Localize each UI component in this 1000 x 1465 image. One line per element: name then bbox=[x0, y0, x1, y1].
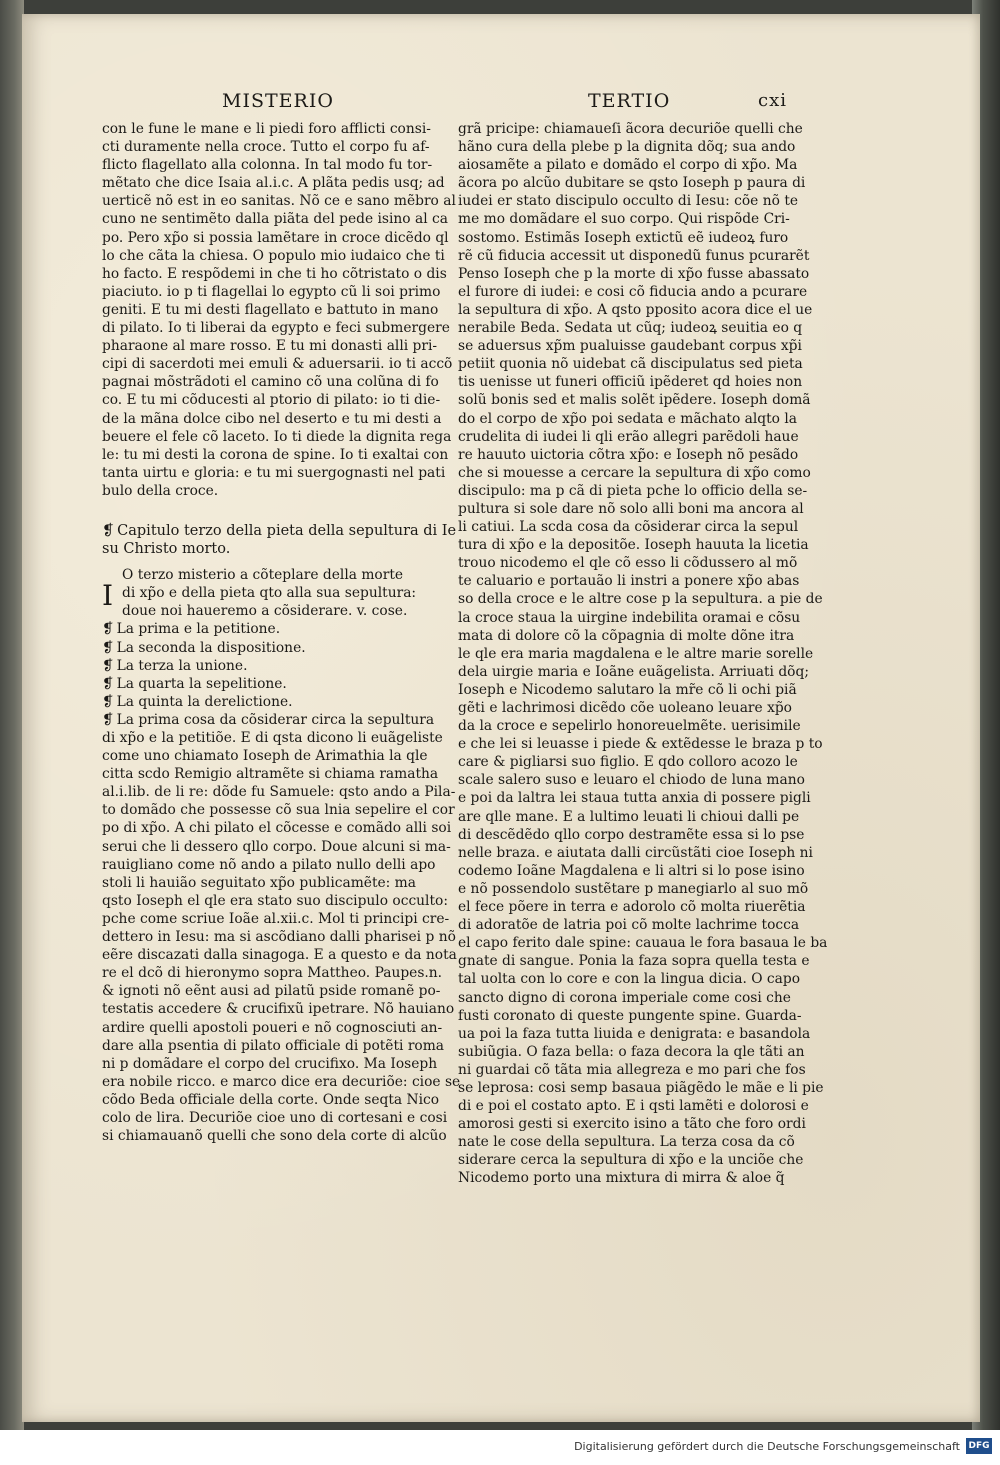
text-line bbox=[458, 319, 804, 337]
text-line: su Christo morto. bbox=[102, 541, 231, 558]
text-line bbox=[458, 699, 804, 717]
text-line: codemo Ioãne Magdalena e li altri si lo pose isino bbox=[458, 862, 805, 879]
text-line: dare alla psentia di pilato officiale di potẽti roma bbox=[102, 1037, 445, 1054]
text-line bbox=[102, 138, 454, 156]
text-line bbox=[102, 1109, 454, 1127]
text-line bbox=[458, 301, 813, 319]
text-line bbox=[458, 337, 804, 355]
text-line: are qlle mane. E a lultimo leuati li chioui dalli pe bbox=[458, 808, 800, 825]
book-cover-left bbox=[0, 0, 24, 1430]
text-line: La seconda la dispositione. bbox=[116, 639, 306, 656]
text-line bbox=[458, 138, 804, 156]
text-line: sancto digno di corona imperiale come cosi che bbox=[458, 989, 791, 1006]
text-line bbox=[458, 500, 804, 518]
running-head-left: MISTERIO bbox=[222, 90, 334, 112]
text-line: stoli li hauião seguitato xp̃o publicamẽte: ma bbox=[102, 874, 416, 891]
text-line bbox=[458, 156, 804, 174]
text-line bbox=[102, 1037, 454, 1055]
text-line: Nicodemo porto una mixtura di mirra & aloe q̃ bbox=[458, 1170, 785, 1187]
text-line bbox=[102, 355, 454, 373]
text-line bbox=[102, 210, 454, 228]
text-line bbox=[458, 554, 804, 572]
text-line: trouo nicodemo el qle cõ esso li cõdussero al mõ bbox=[458, 555, 798, 572]
text-line: tal uolta con lo core e con la lingua dicia. O capo bbox=[458, 971, 801, 988]
text-line: era nobile ricco. e marco dice era decuriõe: cioe se bbox=[102, 1073, 461, 1090]
text-line: nate le cose della sepultura. La terza cosa da cõ bbox=[458, 1134, 795, 1151]
text-line bbox=[102, 1127, 454, 1145]
paragraph-mark-icon: ❡ bbox=[102, 639, 114, 656]
text-line: al.i.lib. de li re: dõde fu Samuele: qsto ando a Pila- bbox=[102, 784, 456, 801]
intro-line bbox=[122, 602, 454, 620]
text-line: di xp̃o e della pieta qto alla sua sepultura: bbox=[122, 585, 417, 602]
text-line bbox=[102, 928, 454, 946]
text-line: gẽti e lachrimosi dicẽdo cõe uoleano leuare xp̃o bbox=[458, 700, 792, 716]
text-line bbox=[102, 319, 454, 337]
text-line bbox=[458, 1169, 804, 1187]
text-line bbox=[102, 1019, 454, 1037]
text-line bbox=[102, 964, 454, 982]
text-line: mata di dolore cõ la cõpagnia di molte dõne itra bbox=[458, 627, 795, 644]
text-line bbox=[458, 952, 810, 970]
text-line: care & pigliarsi suo figlio. E qdo colloro acozo le bbox=[458, 754, 798, 771]
text-line: sostomo. Estimãs Ioseph extictũ eẽ iudeoꝝ furo bbox=[458, 229, 789, 246]
intro-line bbox=[122, 566, 454, 584]
text-line bbox=[458, 789, 811, 807]
text-line: subiũgia. O faza bella: o faza decora la qle tãti an bbox=[458, 1043, 805, 1060]
text-line bbox=[458, 717, 804, 735]
text-line: dela uirgie maria e Ioãne euãgelista. Arriuati dõq; bbox=[458, 663, 809, 680]
text-line bbox=[102, 783, 454, 801]
text-line: di descẽdẽdo qllo corpo destramẽte essa si lo pse bbox=[458, 826, 805, 843]
text-line: Ioseph e Nicodemo salutaro la mr̃e cõ li ochi piã bbox=[458, 681, 797, 698]
text-line: scale salero suso e leuaro el chiodo de luna mano bbox=[458, 772, 805, 789]
text-line bbox=[458, 192, 804, 210]
text-line bbox=[458, 391, 811, 409]
text-line bbox=[458, 590, 823, 608]
text-line: ho facto. E respõdemi in che ti ho cõtristato o dis bbox=[102, 265, 447, 282]
list-item bbox=[102, 639, 454, 657]
text-line: Capitulo terzo della pieta della sepultura di Ie bbox=[117, 522, 457, 539]
text-line: re el dcõ di hieronymo sopra Mattheo. Paupes.n. bbox=[102, 965, 443, 982]
text-line: do el corpo de xp̃o poi sedata e mãchato alqto la bbox=[458, 410, 798, 427]
text-line: pharaone al mare rosso. E tu mi donasti alli pri- bbox=[102, 338, 438, 355]
text-line bbox=[458, 771, 804, 789]
text-line: e nõ possendolo sustẽtare p manegiarlo al suo mõ bbox=[458, 880, 809, 897]
text-line bbox=[458, 446, 804, 464]
text-line: che si mouesse a cercare la sepultura di xp̃o como bbox=[458, 464, 811, 481]
text-line: La quarta la sepelitione. bbox=[116, 675, 287, 692]
text-line bbox=[458, 970, 804, 988]
text-line bbox=[102, 982, 454, 1000]
text-line: con le fune le mane e li piedi foro afflicti consi- bbox=[102, 121, 431, 137]
text-line: pche come scriue Ioãe al.xii.c. Mol ti principi cre- bbox=[102, 910, 450, 927]
chapter-heading bbox=[102, 522, 457, 558]
text-line: O terzo misterio a cõteplare della morte bbox=[122, 567, 404, 584]
text-line: qsto Ioseph el qle era stato suo discipulo occulto: bbox=[102, 892, 448, 909]
paragraph-mark-icon: ❡ bbox=[102, 522, 115, 539]
text-line: le qle era maria magdalena e le altre marie sorelle bbox=[458, 645, 814, 662]
text-line: di e poi el costato apto. E i qsti lamẽti e dolorosi e bbox=[458, 1098, 809, 1115]
text-line: te caluario e portauão li instri a ponere xp̃o abas bbox=[458, 573, 800, 590]
text-line bbox=[458, 174, 804, 192]
text-line bbox=[102, 391, 454, 409]
left-body-text bbox=[102, 711, 461, 1145]
text-line: amorosi gesti si exercito isino a tãto che foro ordi bbox=[458, 1116, 806, 1133]
text-line: la sepultura di xp̃o. A qsto pposito acora dice el ue bbox=[458, 301, 813, 318]
text-line bbox=[102, 428, 454, 446]
text-line: doue noi haueremo a cõsiderare. v. cose. bbox=[122, 603, 408, 620]
list-item bbox=[102, 675, 454, 693]
text-line: grã pricipe: chiamaueſi ãcora decuriõe quelli che bbox=[458, 121, 803, 137]
text-line bbox=[102, 265, 454, 283]
text-line bbox=[102, 1091, 454, 1109]
text-line: ua poi la faza tutta liuida e denigrata: e basandola bbox=[458, 1025, 811, 1042]
text-line: de la mãna dolce cibo nel deserto e tu mi desti a bbox=[102, 410, 442, 427]
text-line: come uno chiamato Ioseph de Arimathia la qle bbox=[102, 748, 428, 765]
text-line: ãcora po alcũo dubitare se qsto Ioseph p paura di bbox=[458, 175, 806, 192]
text-line: testatis accedere & crucifixũ ipetrare. Nõ hauiano bbox=[102, 1001, 455, 1018]
text-line: tanta uirtu e gloria: e tu mi suergognasti nel pati bbox=[102, 464, 446, 481]
text-line: ni p domãdare el corpo del crucifixo. Ma Ioseph bbox=[102, 1055, 438, 1072]
text-line: cõdo Beda officiale della corte. Onde seqta Nico bbox=[102, 1091, 440, 1108]
paragraph-mark-icon: ❡ bbox=[102, 657, 114, 674]
text-line bbox=[458, 934, 828, 952]
text-line: el furore di iudei: e cosi cõ fiducia ando a pcurare bbox=[458, 283, 808, 300]
heading-line bbox=[102, 540, 454, 558]
text-line bbox=[458, 1043, 804, 1061]
text-line bbox=[102, 801, 454, 819]
text-line: rauigliano come nõ ando a pilato nullo delli apo bbox=[102, 856, 436, 873]
text-line bbox=[458, 826, 804, 844]
text-line: citta scdo Remigio altramẽte si chiama ramatha bbox=[102, 766, 439, 783]
dfg-logo: DFG bbox=[966, 1438, 992, 1454]
text-line: li catiui. La scda cosa da cõsiderar circa la sepul bbox=[458, 519, 799, 536]
left-text-block bbox=[102, 120, 454, 500]
text-line bbox=[458, 247, 810, 265]
text-line bbox=[102, 1073, 461, 1091]
funding-notice: Digitalisierung gefördert durch die Deutsche Forschungsgemeinschaft bbox=[574, 1440, 960, 1453]
paragraph-mark-icon: ❡ bbox=[102, 621, 114, 638]
text-line bbox=[458, 681, 804, 699]
text-line bbox=[102, 838, 454, 856]
text-line: di adoratõe de latria poi cõ molte lachrime tocca bbox=[458, 917, 800, 934]
text-line bbox=[102, 464, 454, 482]
text-line bbox=[458, 609, 804, 627]
text-line: mẽtato che dice Isaia al.i.c. A plãta pedis usq; ad bbox=[102, 175, 445, 192]
text-line: cuno ne sentimẽto dalla piãta del pede isino al ca bbox=[102, 211, 448, 228]
text-line: serui che li dessero qllo corpo. Doue alcuni si ma- bbox=[102, 838, 451, 855]
text-line bbox=[102, 482, 454, 500]
text-line bbox=[102, 1000, 454, 1018]
text-line bbox=[458, 518, 804, 536]
text-line: dettero in Iesu: ma si ascõdiano dalli pharisei p nõ bbox=[102, 929, 456, 946]
right-text-block bbox=[458, 120, 828, 1188]
text-line: crudelita di iudei li qli erão allegri parẽdoli haue bbox=[458, 428, 799, 445]
text-line: La quinta la derelictione. bbox=[116, 693, 293, 710]
paragraph-mark-icon: ❡ bbox=[102, 675, 114, 692]
text-line bbox=[102, 283, 454, 301]
text-line: pultura si sole dare nõ solo alli boni ma ancora al bbox=[458, 500, 804, 517]
text-line bbox=[458, 283, 808, 301]
text-line bbox=[102, 229, 454, 247]
list-item bbox=[102, 693, 454, 711]
text-line bbox=[458, 1133, 804, 1151]
text-line bbox=[102, 765, 454, 783]
text-line: se aduersus xp̃m pualuisse gaudebant corpus xp̃i bbox=[458, 338, 802, 355]
text-line: el capo ferito dale spine: cauaua le fora basaua le ba bbox=[458, 935, 828, 952]
text-line: to domãdo che possesse cõ sua lnia sepelire el cor bbox=[102, 802, 455, 819]
text-line bbox=[458, 373, 804, 391]
text-line bbox=[458, 862, 804, 880]
paragraph-mark-icon: ❡ bbox=[102, 711, 114, 728]
text-line: re hauuto uictoria cõtra xp̃o: e Ioseph nõ pesãdo bbox=[458, 446, 799, 463]
intro-line bbox=[122, 584, 454, 602]
text-line: po di xp̃o. A chi pilato el cõcesse e comãdo alli soi bbox=[102, 820, 452, 837]
text-line bbox=[458, 482, 808, 500]
text-line bbox=[102, 156, 454, 174]
folio-number: cxi bbox=[758, 90, 787, 111]
text-line bbox=[102, 819, 454, 837]
text-line bbox=[102, 910, 454, 928]
text-line: se leprosa: cosi semp basaua piãgẽdo le mãe e li pie bbox=[458, 1079, 824, 1096]
text-line: uerticẽ nõ est in eo sanitas. Nõ ce e sano mẽbro al bbox=[102, 193, 456, 210]
text-line bbox=[458, 1061, 804, 1079]
text-line: ni guardai cõ tãta mia allegreza e mo pari che fos bbox=[458, 1061, 806, 1078]
text-line bbox=[458, 1079, 824, 1097]
text-line: rẽ cũ fiducia accessit ut disponedũ funus pcurarẽt bbox=[458, 247, 810, 264]
text-line: siderare cerca la sepultura di xp̃o e la unciõe che bbox=[458, 1152, 804, 1169]
text-line: iudei er stato discipulo occulto di Iesu: cõe nõ te bbox=[458, 193, 799, 210]
text-line: me mo domãdare el suo corpo. Qui rispõde Cri- bbox=[458, 211, 790, 228]
text-line bbox=[458, 1007, 804, 1025]
text-line: gnate di sangue. Ponia la faza sopra quella testa e bbox=[458, 953, 810, 970]
text-line bbox=[458, 880, 809, 898]
text-line bbox=[102, 120, 454, 138]
text-line: tis uenisse ut funeri officiũ ipẽderet qd hoies non bbox=[458, 374, 803, 391]
text-line bbox=[458, 844, 813, 862]
list-of-five bbox=[102, 620, 454, 710]
text-line bbox=[102, 1055, 454, 1073]
text-line: & ignoti nõ eẽnt ausi ad pilatũ pside romanẽ po- bbox=[102, 983, 441, 1000]
text-line: ardire quelli apostoli poueri e nõ cognosciuti an- bbox=[102, 1019, 443, 1036]
text-line bbox=[458, 753, 804, 771]
text-line bbox=[102, 711, 454, 729]
text-line bbox=[102, 946, 457, 964]
text-line bbox=[458, 428, 804, 446]
intro-block bbox=[102, 566, 454, 620]
text-line: di xp̃o e la petitiõe. E di qsta dicono li euãgeliste bbox=[102, 730, 443, 746]
text-line bbox=[458, 572, 804, 590]
right-column bbox=[458, 120, 828, 1188]
text-line: la croce staua la uirgine indebilita oramai e cõsu bbox=[458, 609, 801, 626]
text-line bbox=[102, 446, 454, 464]
text-line: petiit quonia nõ uidebat cã discipulatus sed pieta bbox=[458, 356, 803, 373]
text-line: beuere el fele cõ laceto. Io ti diede la dignita rega bbox=[102, 428, 452, 445]
text-line bbox=[102, 174, 454, 192]
heading-line bbox=[102, 522, 457, 540]
text-line: La prima e la petitione. bbox=[116, 621, 281, 638]
text-line: pagnai mõstrãdoti el camino cõ una colũna di fo bbox=[102, 374, 439, 391]
text-line: e che lei si leuasse i piede & extẽdesse le braza p to bbox=[458, 736, 823, 753]
text-line: le: tu mi desti la corona de spine. Io ti exaltai con bbox=[102, 446, 449, 463]
text-line bbox=[102, 192, 454, 210]
text-line: bulo della croce. bbox=[102, 482, 219, 499]
left-column bbox=[102, 120, 461, 1145]
text-line bbox=[458, 898, 804, 916]
text-line: hãno cura della plebe p la dignita dõq; sua ando bbox=[458, 139, 796, 156]
text-line: colo de lira. Decuriõe cioe uno di cortesani e cosi bbox=[102, 1109, 448, 1126]
text-line bbox=[458, 1025, 811, 1043]
text-line bbox=[458, 663, 809, 681]
text-line bbox=[102, 729, 454, 747]
text-line: lo che cãta la chiesa. O populo mio iudaico che ti bbox=[102, 247, 445, 264]
text-line: Penso Ioseph che p la morte di xp̃o fusse abassato bbox=[458, 265, 810, 282]
text-line: geniti. E tu mi desti flagellato e battuto in mano bbox=[102, 301, 439, 318]
text-line: el fece põere in terra e adorolo cõ molta riuerẽtia bbox=[458, 899, 806, 916]
text-line: La prima cosa da cõsiderar circa la sepultura bbox=[116, 711, 435, 728]
text-line: eẽre discazati dalla sinagoga. E a questo e da nota bbox=[102, 947, 457, 964]
paragraph-mark-icon: ❡ bbox=[102, 693, 114, 710]
text-line bbox=[458, 355, 804, 373]
text-line: si chiamauanõ quelli che sono dela corte di alcũo bbox=[102, 1128, 447, 1145]
text-line: po. Pero xp̃o si possia lamẽtare in croce dicẽdo ql bbox=[102, 229, 449, 246]
text-line: La terza la unione. bbox=[116, 657, 248, 674]
text-line bbox=[458, 464, 811, 482]
text-line: flicto flagellato alla colonna. In tal modo fu tor- bbox=[102, 157, 433, 174]
text-line bbox=[458, 735, 823, 753]
text-line: piaciuto. io p ti flagellai lo egypto cũ li soi primo bbox=[102, 283, 441, 300]
text-line bbox=[458, 916, 804, 934]
text-line bbox=[102, 301, 454, 319]
text-line bbox=[458, 808, 804, 826]
text-line: fusti coronato di queste pungente spine. Guarda- bbox=[458, 1007, 802, 1024]
list-item bbox=[102, 657, 454, 675]
text-line bbox=[458, 1115, 804, 1133]
text-line bbox=[458, 1097, 809, 1115]
text-line bbox=[102, 874, 454, 892]
text-line bbox=[102, 856, 454, 874]
text-line bbox=[102, 373, 454, 391]
text-line: di pilato. Io ti liberai da egypto e feci submergere bbox=[102, 320, 450, 337]
text-line: nerabile Beda. Sedata ut cũq; iudeoꝝ seuitia eo q bbox=[458, 320, 803, 337]
text-line: aiosamẽte a pilato e domãdo el corpo di xp̃o. Ma bbox=[458, 157, 798, 174]
text-line bbox=[458, 265, 810, 283]
text-line bbox=[458, 536, 809, 554]
text-line: e poi da laltra lei staua tutta anxia di possere pigli bbox=[458, 790, 811, 807]
text-line: solũ bonis sed et malis solẽt ipẽdere. Ioseph domã bbox=[458, 392, 811, 409]
text-line bbox=[458, 1151, 804, 1169]
text-line bbox=[458, 645, 814, 663]
text-line bbox=[102, 247, 454, 265]
text-line bbox=[458, 210, 804, 228]
intro-text bbox=[102, 566, 454, 620]
text-line bbox=[458, 627, 804, 645]
list-item bbox=[102, 620, 454, 638]
text-line bbox=[102, 747, 454, 765]
text-line: so della croce e le altre cose p la sepultura. a pie de bbox=[458, 591, 823, 608]
text-line: co. E tu mi cõducesti al ptorio di pilato: io ti die- bbox=[102, 392, 441, 409]
text-line: cipi di sacerdoti mei emuli & aduersarii. io ti accõ bbox=[102, 356, 453, 373]
text-line bbox=[458, 229, 804, 247]
text-line bbox=[102, 892, 454, 910]
text-line bbox=[102, 337, 454, 355]
running-head-center: TERTIO bbox=[588, 90, 671, 112]
text-line: nelle braza. e aiutata dalli circũstãti cioe Ioseph ni bbox=[458, 844, 813, 861]
text-line: tura di xp̃o e la depositõe. Ioseph hauuta la licetia bbox=[458, 537, 809, 554]
text-line bbox=[458, 989, 804, 1007]
text-line: cti duramente nella croce. Tutto el corpo fu af- bbox=[102, 139, 430, 156]
text-line bbox=[458, 120, 804, 138]
text-line: da la croce e sepelirlo honoreuelmẽte. uerisimile bbox=[458, 718, 801, 735]
text-line bbox=[458, 410, 804, 428]
text-line bbox=[102, 410, 454, 428]
initial-letter: I bbox=[102, 579, 114, 613]
text-line: discipulo: ma p cã di pieta pche lo officio della se- bbox=[458, 482, 808, 499]
